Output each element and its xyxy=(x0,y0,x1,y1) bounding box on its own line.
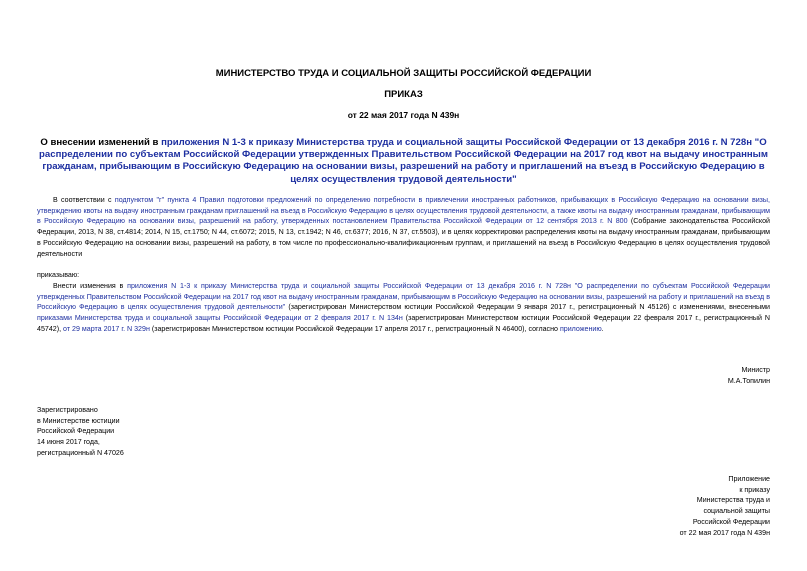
registration-line: 14 июня 2017 года, xyxy=(37,438,100,447)
order-text-2: (зарегистрирован Министерством юстиции Российской Федерации 9 января 2017 г., регистрационный N 45126) с изменениями, внесенными xyxy=(285,303,770,312)
appendices-link[interactable]: приложения N 1-3 к приказу Министерства труда и социальной защиты Российской Федерации от 13 декабря 2016 г. N 728н "О распределении по субъектам Российской Федерации утвержденных Правительством Российской Федерации на 2017 год квот на выдачу иностранным гражданам, прибывающим в Российскую Федерацию на основании визы, разрешений на работу и приглашений на въезд в Российскую Федерацию в целях осуществления трудовой деятельности" xyxy=(37,282,770,312)
title-prefix: О внесении изменений в xyxy=(40,137,162,148)
order-329-link[interactable]: от 29 марта 2017 г. N 329н xyxy=(63,324,150,333)
doc-date-number: от 22 мая 2017 года N 439н xyxy=(347,110,460,120)
registration-line: регистрационный N 47026 xyxy=(37,448,124,457)
appendix-line: Приложение xyxy=(728,475,770,483)
rules-link[interactable]: подпунктом "г" пункта 4 Правил подготовки предложений по определению потребности в привлечении иностранных работников, прибывающих в Российскую Федерацию на основании визы, утверждению квоты на выдачу иностранным гражданам приглашений на въезд в Российскую Федерацию в целях осуществления трудовой деятельности, а также квоты на выдачу иностранным гражданам, прибывающим в Российскую Федерацию на основании визы, разрешений на работу, утвержденных постановлением Правительства Российской Федерации от 12 сентября 2013 г. N 800 xyxy=(37,196,771,226)
preamble-text-1: В соответствии с xyxy=(53,196,115,204)
doc-type-heading: ПРИКАЗ xyxy=(384,89,423,100)
signature-position: Министр xyxy=(741,366,770,374)
appendix-line: от 22 мая 2017 года N 439н xyxy=(679,528,770,537)
appendix-line: Российской Федерации xyxy=(692,517,770,526)
preamble-text-2: (Собрание законодательства Российской Федерации, 2013, N 38, ст.4814; 2014, N 15, ст.1750; N 44, ст.6072; 2015, N 13, ст.1942; N 46, ст.6377; 2016, N 37, ст.5503), и в целях корректировки распределения квоты на выдачу иностранным гражданам, прибывающим в Российскую Федерацию на основании визы, разрешений на работу, в том числе по профессионально-квалификационным группам, и приглашений на въезд в Российскую Федерацию в целях осуществления трудовой деятельности xyxy=(37,217,770,258)
order-text-5: . xyxy=(601,324,604,333)
order-text-4: (зарегистрирован Министерством юстиции Российской Федерации 17 апреля 2017 г., регистрационный N 46400), согласно xyxy=(149,324,560,333)
document-title xyxy=(37,137,770,186)
registration-line: Зарегистрировано xyxy=(37,406,98,414)
ministry-heading: МИНИСТЕРСТВО ТРУДА И СОЦИАЛЬНОЙ ЗАЩИТЫ РОССИЙСКОЙ ФЕДЕРАЦИИ xyxy=(215,68,592,79)
order-paragraph xyxy=(37,281,770,335)
order-word: приказываю: xyxy=(37,271,80,279)
appendix-block xyxy=(680,474,770,538)
order-text-3: (зарегистрирован Министерством юстиции Российской Федерации 22 февраля 2017 г., регистрационный N 45742), xyxy=(37,314,770,333)
order-text-1: Внести изменения в xyxy=(53,282,128,290)
appendix-line: Министерства труда и xyxy=(696,496,770,505)
title-link[interactable]: приложения N 1-3 к приказу Министерства труда и социальной защиты Российской Федерации от 13 декабря 2016 г. N 728н "О распределении по субъектам Российской Федерации утвержденных Правительством Российской Федерации на 2017 год квот на выдачу иностранным гражданам, прибывающим в Российскую Федерацию на основании визы, разрешений на работу и приглашений на въезд в Российскую Федерацию в целях осуществления трудовой деятельности" xyxy=(39,137,768,185)
registration-line: Российской Федерации xyxy=(37,427,115,436)
appendix-line: социальной защиты xyxy=(703,507,770,516)
signature-name: М.А.Топилин xyxy=(727,377,770,385)
registration-line: в Министерстве юстиции xyxy=(37,416,120,425)
orders-link[interactable]: приказами Министерства труда и социальной защиты Российской Федерации от 2 февраля 2017 г. N 134н xyxy=(37,314,403,323)
registration-block xyxy=(37,405,124,459)
appendix-link[interactable]: приложению xyxy=(559,324,602,333)
preamble-paragraph xyxy=(37,195,770,259)
appendix-line: к приказу xyxy=(739,485,770,494)
